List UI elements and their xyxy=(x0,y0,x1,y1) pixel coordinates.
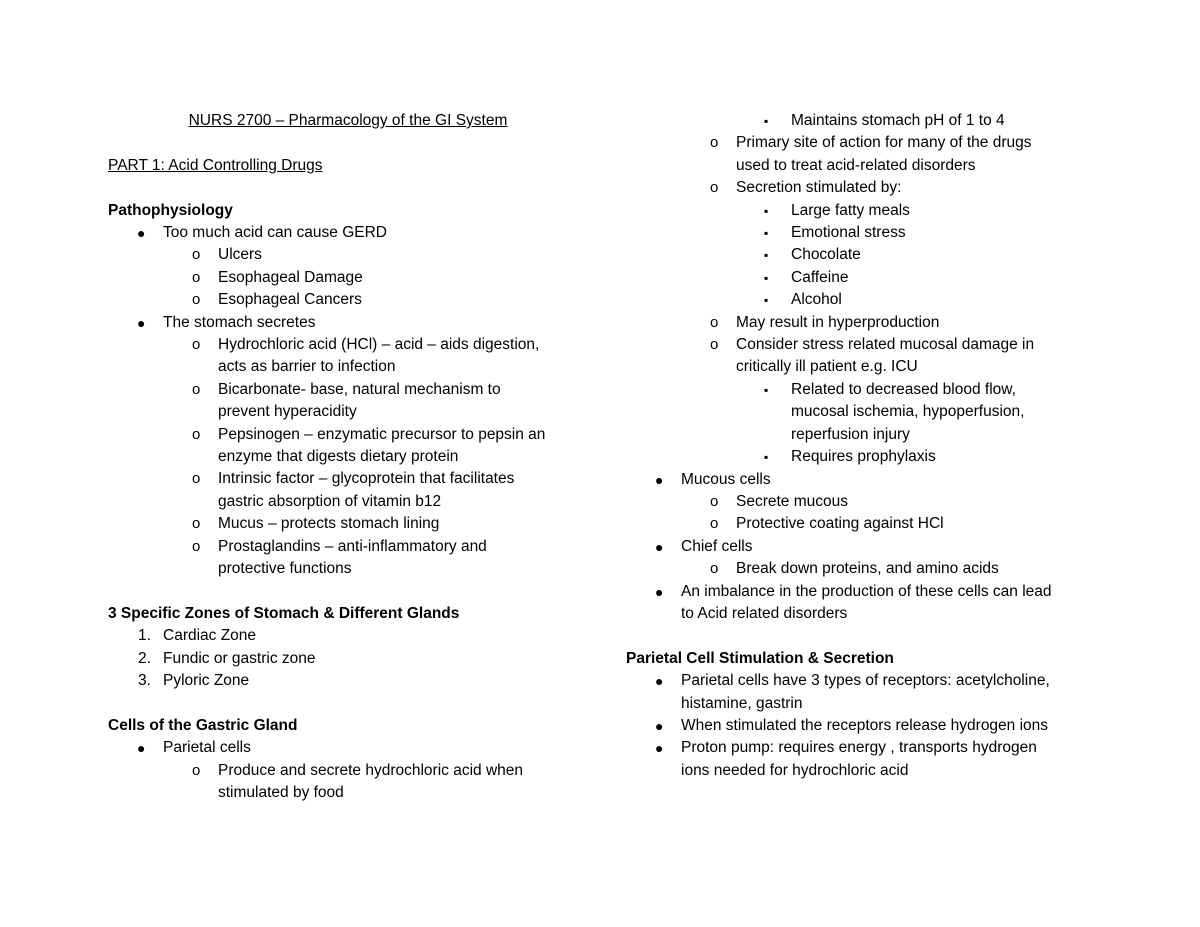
list-item: o Ulcers xyxy=(108,244,588,266)
bullet-icon: ● xyxy=(137,740,146,757)
list-item: ▪ Caffeine xyxy=(626,267,1106,289)
list-item-continued: stimulated by food xyxy=(218,784,344,802)
list-item: ● An imbalance in the production of these cells can lead xyxy=(626,581,1106,603)
list-item-continued: prevent hyperacidity xyxy=(218,403,357,421)
list-item: o Consider stress related mucosal damage in xyxy=(626,334,1106,356)
list-item: ▪ Large fatty meals xyxy=(626,200,1106,222)
numbered-item: 2. Fundic or gastric zone xyxy=(108,648,588,670)
list-item: ● When stimulated the receptors release hydrogen ions xyxy=(626,715,1106,737)
square-bullet-icon: ▪ xyxy=(764,114,769,128)
list-item: ▪ Requires prophylaxis xyxy=(626,446,1106,468)
list-item: ▪ Alcohol xyxy=(626,289,1106,311)
list-item: o Bicarbonate- base, natural mechanism to xyxy=(108,379,588,401)
circle-bullet-icon: o xyxy=(192,425,201,443)
bullet-icon: ● xyxy=(655,740,664,757)
section-heading-cells: Cells of the Gastric Gland xyxy=(108,716,298,734)
list-item: ● Chief cells xyxy=(626,536,1106,558)
list-item: ● Proton pump: requires energy , transports hydrogen xyxy=(626,737,1106,759)
list-item-continued: acts as barrier to infection xyxy=(218,358,396,376)
circle-bullet-icon: o xyxy=(710,336,719,354)
numbered-item: 1. Cardiac Zone xyxy=(108,625,588,647)
list-item-continued: mucosal ischemia, hypoperfusion, xyxy=(791,403,1025,421)
circle-bullet-icon: o xyxy=(192,268,201,286)
circle-bullet-icon: o xyxy=(192,291,201,309)
list-item: o Intrinsic factor – glycoprotein that facilitates xyxy=(108,468,588,490)
list-number: 1. xyxy=(138,627,151,645)
list-item-continued: reperfusion injury xyxy=(791,425,910,443)
bullet-icon: ● xyxy=(655,471,664,488)
section-heading-parietal-stimulation: Parietal Cell Stimulation & Secretion xyxy=(626,649,894,667)
list-item: o Hydrochloric acid (HCl) – acid – aids digestion, xyxy=(108,334,588,356)
left-column xyxy=(108,110,588,805)
list-item: o Esophageal Damage xyxy=(108,267,588,289)
bullet-icon: ● xyxy=(655,583,664,600)
document-title: NURS 2700 – Pharmacology of the GI System xyxy=(188,112,508,129)
list-item: o Break down proteins, and amino acids xyxy=(626,558,1106,580)
list-item-continued: used to treat acid-related disorders xyxy=(736,156,976,174)
list-number: 2. xyxy=(138,649,151,667)
circle-bullet-icon: o xyxy=(710,560,719,578)
list-item-continued: enzyme that digests dietary protein xyxy=(218,448,459,466)
circle-bullet-icon: o xyxy=(710,492,719,510)
list-item: o Esophageal Cancers xyxy=(108,289,588,311)
square-bullet-icon: ▪ xyxy=(764,248,769,263)
bullet-icon: ● xyxy=(655,673,664,690)
list-item: ▪ Maintains stomach pH of 1 to 4 xyxy=(626,110,1106,132)
right-column xyxy=(626,110,1106,782)
list-item-continued: histamine, gastrin xyxy=(681,694,803,712)
square-bullet-icon: ▪ xyxy=(764,270,769,285)
list-item-continued: critically ill patient e.g. ICU xyxy=(736,358,918,376)
circle-bullet-icon: o xyxy=(192,380,201,398)
list-item: o Produce and secrete hydrochloric acid when xyxy=(108,760,588,782)
list-item: ▪ Chocolate xyxy=(626,244,1106,266)
list-item: ● The stomach secretes xyxy=(108,312,588,334)
list-item: o Secretion stimulated by: xyxy=(626,177,1106,199)
list-item: ▪ Related to decreased blood flow, xyxy=(626,379,1106,401)
bullet-icon: ● xyxy=(137,314,146,331)
circle-bullet-icon: o xyxy=(710,515,719,533)
circle-bullet-icon: o xyxy=(192,761,201,779)
list-item: ● Mucous cells xyxy=(626,469,1106,491)
list-item-continued: protective functions xyxy=(218,560,352,578)
circle-bullet-icon: o xyxy=(710,134,719,152)
square-bullet-icon: ▪ xyxy=(764,226,769,241)
list-item: o Mucus – protects stomach lining xyxy=(108,513,588,535)
list-item-continued: ions needed for hydrochloric acid xyxy=(681,761,909,779)
circle-bullet-icon: o xyxy=(192,246,201,264)
circle-bullet-icon: o xyxy=(192,336,201,354)
section-heading-zones: 3 Specific Zones of Stomach & Different Glands xyxy=(108,604,460,622)
list-item: ▪ Emotional stress xyxy=(626,222,1106,244)
numbered-item: 3. Pyloric Zone xyxy=(108,670,588,692)
part-heading: PART 1: Acid Controlling Drugs xyxy=(108,156,323,174)
list-item: o Protective coating against HCl xyxy=(626,513,1106,535)
list-item-continued: to Acid related disorders xyxy=(681,604,848,622)
list-item: ● Too much acid can cause GERD xyxy=(108,222,588,244)
list-item: o Secrete mucous xyxy=(626,491,1106,513)
list-item: ● Parietal cells xyxy=(108,737,588,759)
circle-bullet-icon: o xyxy=(710,313,719,331)
list-item: o Primary site of action for many of the drugs xyxy=(626,132,1106,154)
circle-bullet-icon: o xyxy=(192,515,201,533)
square-bullet-icon: ▪ xyxy=(764,450,769,465)
square-bullet-icon: ▪ xyxy=(764,382,769,397)
circle-bullet-icon: o xyxy=(192,470,201,488)
section-heading-pathophysiology: Pathophysiology xyxy=(108,201,233,219)
list-item: o Prostaglandins – anti-inflammatory and xyxy=(108,536,588,558)
list-item-continued: gastric absorption of vitamin b12 xyxy=(218,492,442,510)
bullet-icon: ● xyxy=(655,538,664,555)
list-item: ● Parietal cells have 3 types of receptors: acetylcholine, xyxy=(626,670,1106,692)
circle-bullet-icon: o xyxy=(192,537,201,555)
list-number: 3. xyxy=(138,672,151,690)
square-bullet-icon: ▪ xyxy=(764,293,769,308)
bullet-icon: ● xyxy=(137,225,146,241)
list-item: o Pepsinogen – enzymatic precursor to pepsin an xyxy=(108,424,588,446)
square-bullet-icon: ▪ xyxy=(764,203,769,218)
bullet-icon: ● xyxy=(655,717,664,734)
list-item: o May result in hyperproduction xyxy=(626,312,1106,334)
circle-bullet-icon: o xyxy=(710,179,719,197)
